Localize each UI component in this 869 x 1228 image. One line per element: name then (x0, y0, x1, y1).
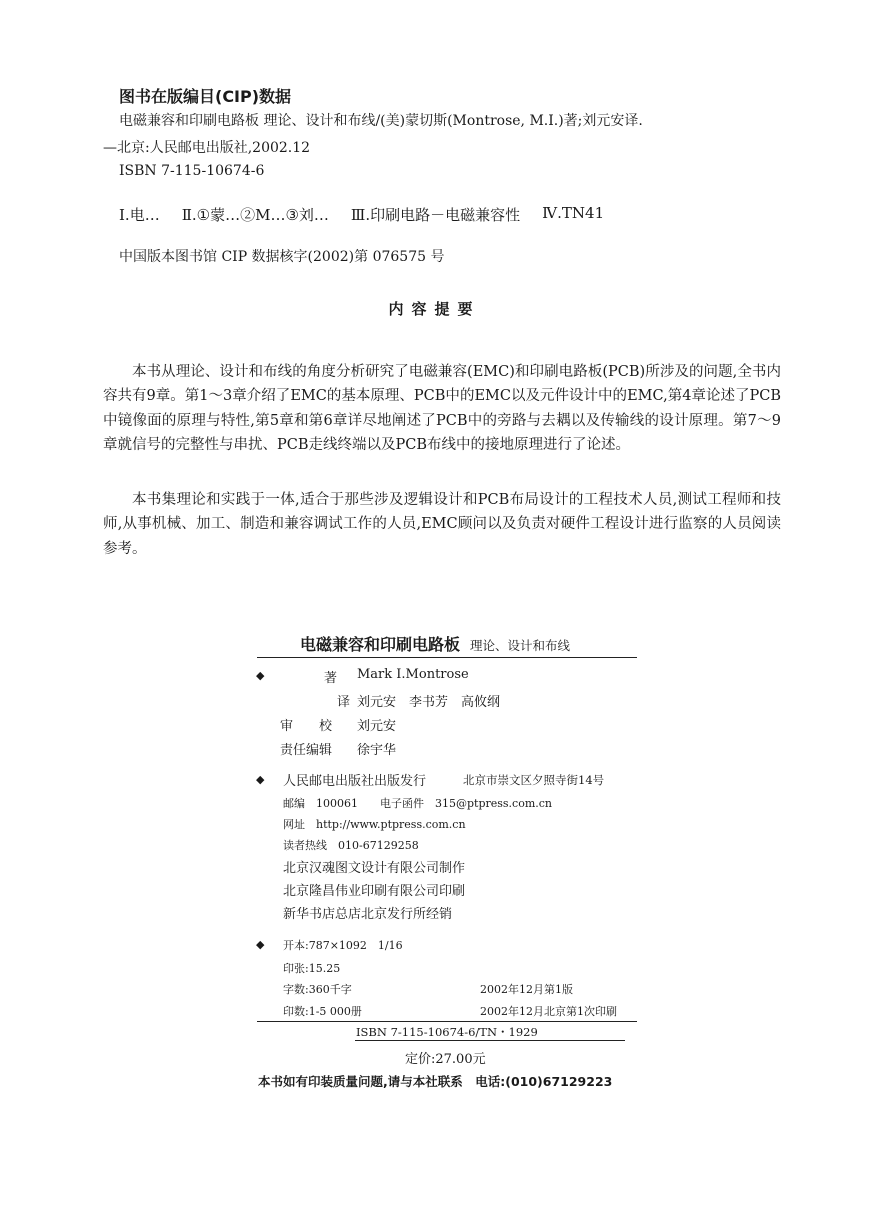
bullet-icon: ◆ (256, 669, 265, 682)
website: 网址 http://www.ptpress.com.cn (283, 818, 466, 831)
author-label: 著 (324, 671, 338, 686)
printing-company: 北京隆昌伟业印刷有限公司印刷 (283, 884, 466, 899)
divider (257, 657, 637, 658)
typesetting-company: 北京汉魂图文设计有限公司制作 (283, 861, 466, 876)
divider (257, 1021, 637, 1022)
cip-publisher-line: —北京:人民邮电出版社,2002.12 (103, 140, 311, 156)
postcode-email: 邮编 100061 电子函件 315@ptpress.com.cn (283, 797, 552, 810)
print-run: 印数:1-5 000册 (283, 1005, 362, 1018)
cip-record-number: 中国版本图书馆 CIP 数据核字(2002)第 076575 号 (119, 249, 445, 265)
colophon-title (300, 632, 570, 655)
quality-notice: 本书如有印装质量问题,请与本社联系 电话:(010)67129223 (258, 1074, 613, 1089)
publisher-address: 北京市崇文区夕照寺街14号 (463, 773, 605, 787)
book-subtitle: 理论、设计和布线 (470, 638, 571, 653)
cip-title: 图书在版编目(CIP)数据 (119, 87, 292, 106)
book-format: 开本:787×1092 1/16 (283, 939, 403, 952)
price: 定价:27.00元 (405, 1052, 486, 1067)
divider (355, 1040, 625, 1041)
cip-isbn: ISBN 7-115-10674-6 (119, 163, 265, 179)
translator-names: 刘元安 李书芳 高攸纲 (357, 695, 501, 710)
distributor: 新华书店总店北京发行所经销 (283, 907, 453, 922)
word-count: 字数:360千字 (283, 983, 352, 996)
summary-heading: 内容提要 (388, 300, 481, 318)
bullet-icon: ◆ (256, 773, 265, 786)
printed-sheets: 印张:15.25 (283, 962, 341, 975)
editor-label: 责任编辑 (280, 743, 333, 758)
reader-hotline: 读者热线 010-67129258 (283, 839, 419, 852)
publisher-name: 人民邮电出版社出版发行 (283, 774, 427, 789)
summary-paragraph: 本书从理论、设计和布线的角度分析研究了电磁兼容(EMC)和印刷电路板(PCB)所涉及的问题,全书内容共有9章。第1～3章介绍了EMC的基本原理、PCB中的EMC以及元件设计中的EMC,第4章论述了PCB中镜像面的原理与特性,第5章和第6章详尽地阐述了PCB中的旁路与去耦以及传输线的设计原理。第7～9章就信号的完整性与串扰、PCB走线终端以及PCB布线中的接地原理进行了论述。 (103, 363, 781, 453)
printing-date: 2002年12月北京第1次印刷 (480, 1005, 617, 1018)
classification-item: Ⅳ.TN41 (542, 204, 605, 222)
book-title: 电磁兼容和印刷电路板 (300, 635, 461, 654)
cip-bibliographic-line: 电磁兼容和印刷电路板 理论、设计和布线/(美)蒙切斯(Montrose, M.I.)著;刘元安译. (119, 113, 643, 129)
edition: 2002年12月第1版 (480, 983, 573, 996)
reviewer-label: 审 校 (280, 719, 333, 734)
bullet-icon: ◆ (256, 938, 265, 951)
classification-item: Ⅱ.①蒙…②M…③刘… (181, 206, 329, 224)
isbn-full: ISBN 7-115-10674-6/TN・1929 (356, 1025, 538, 1039)
editor-name: 徐宇华 (357, 743, 397, 758)
author-name: Mark I.Montrose (357, 667, 469, 682)
summary-paragraph: 本书集理论和实践于一体,适合于那些涉及逻辑设计和PCB布局设计的工程技术人员,测试工程师和技师,从事机械、加工、制造和兼容调试工作的人员,EMC顾问以及负责对硬件工程设计进行监察的人员阅读参考。 (103, 491, 781, 557)
cip-classification (119, 204, 604, 225)
classification-item: Ⅲ.印刷电路－电磁兼容性 (350, 206, 521, 224)
reviewer-name: 刘元安 (357, 719, 397, 734)
translator-label: 译 (337, 695, 351, 710)
classification-item: Ⅰ.电… (119, 206, 160, 224)
